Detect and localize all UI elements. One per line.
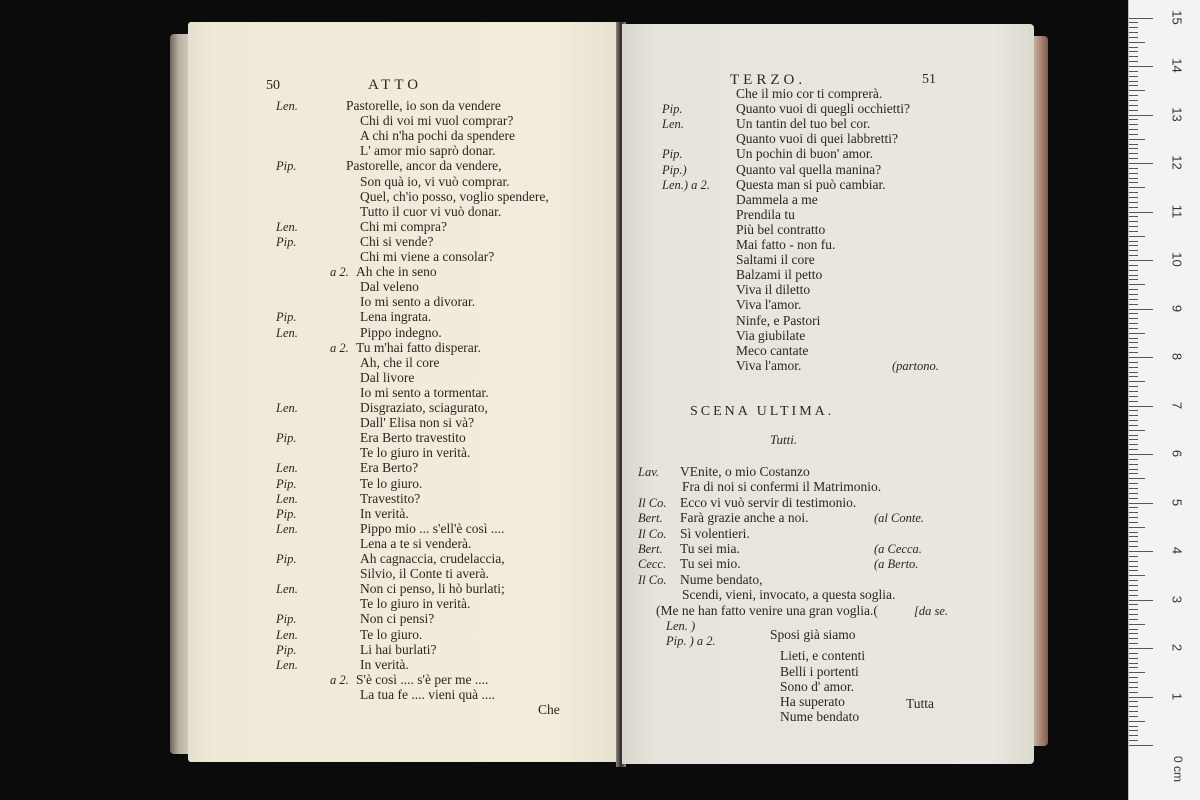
- ruler-tick: [1129, 551, 1153, 552]
- speaker-label: Pip.: [276, 612, 297, 627]
- ruler-tick: [1129, 81, 1138, 82]
- verse-line: Questa man si può cambiar.: [736, 176, 886, 192]
- ruler-tick: [1129, 178, 1138, 179]
- verse-line: Ha superato: [780, 694, 845, 709]
- ruler-tick: [1129, 556, 1138, 557]
- ruler-tick: [1129, 187, 1145, 188]
- ruler-tick: [1129, 449, 1138, 450]
- ruler-tick: [1129, 415, 1138, 416]
- speaker-label: a 2.: [330, 672, 349, 687]
- ruler-tick: [1129, 192, 1138, 193]
- ruler-tick: [1129, 202, 1138, 203]
- speaker-label: Pip.: [276, 234, 297, 249]
- ruler-tick: [1129, 585, 1138, 586]
- verse-line: In verità.: [360, 505, 409, 521]
- speaker-label: Pip.: [276, 431, 297, 446]
- ruler-tick: [1129, 376, 1138, 377]
- ruler-tick: [1129, 47, 1138, 48]
- ruler-tick: [1129, 633, 1138, 634]
- ruler-tick: [1129, 22, 1138, 23]
- verse-line: Quanto vuoi di quegli occhietti?: [736, 101, 910, 117]
- speaker-label: Len.: [276, 99, 298, 113]
- speaker-label: Pip.: [662, 147, 683, 162]
- right-page: [622, 24, 1034, 764]
- verse-line: Che il mio cor ti comprerà.: [736, 86, 883, 101]
- ruler-tick: [1129, 483, 1138, 484]
- speaker-label: Pip.): [662, 162, 687, 177]
- scene-subtitle: Tutti.: [770, 432, 798, 447]
- verse-line: Dal veleno: [360, 279, 419, 295]
- verse-line: Balzami il petto: [736, 267, 823, 283]
- verse-line: Ah, che il core: [360, 354, 440, 370]
- ruler-tick: [1129, 66, 1153, 67]
- speaker-label: Pip.: [276, 310, 297, 325]
- ruler-tick: [1129, 643, 1138, 644]
- verse-line: Quanto vuoi di quei labbretti?: [736, 131, 898, 147]
- speaker-label: Len.: [276, 657, 298, 672]
- verse-line: Chi di voi mi vuol comprar?: [360, 113, 514, 129]
- ruler-number: 2: [1169, 643, 1185, 652]
- ruler-number: 1: [1169, 692, 1185, 700]
- dialogue-line: VEnite, o mio Costanzo: [680, 464, 810, 479]
- ruler-tick: [1129, 507, 1138, 508]
- ruler-number: 3: [1169, 595, 1185, 603]
- ruler-tick: [1129, 614, 1138, 615]
- ruler-tick: [1129, 512, 1138, 513]
- ruler-tick: [1129, 536, 1138, 537]
- verse-line: Sposi già siamo: [770, 627, 856, 643]
- ruler-tick: [1129, 333, 1145, 334]
- ruler-tick: [1129, 532, 1138, 533]
- verse-line: Son quà io, vi vuò comprar.: [360, 173, 510, 189]
- ruler-tick: [1129, 517, 1138, 518]
- ruler-tick: [1129, 444, 1138, 445]
- verse-line: Era Berto?: [360, 460, 419, 476]
- speaker-label: Cecc.: [638, 557, 667, 572]
- ruler-tick: [1129, 148, 1138, 149]
- ruler-tick: [1129, 721, 1145, 722]
- verse-line: Pastorelle, ancor da vendere,: [346, 158, 502, 174]
- ruler-number: 5: [1169, 498, 1185, 506]
- speaker-label: Len.: [276, 491, 298, 506]
- ruler-tick: [1129, 304, 1138, 305]
- verse-line: Saltami il core: [736, 252, 815, 268]
- verse-line: Te lo giuro in verità.: [360, 445, 471, 461]
- ruler-tick: [1129, 541, 1138, 542]
- ruler-tick: [1129, 435, 1138, 436]
- ruler-tick: [1129, 207, 1138, 208]
- speaker-label: Pip.: [276, 476, 297, 491]
- ruler-tick: [1129, 570, 1138, 571]
- speaker-label: Bert.: [638, 511, 663, 526]
- ruler-tick: [1129, 735, 1138, 736]
- ruler-tick: [1129, 697, 1153, 698]
- ruler-tick: [1129, 619, 1138, 620]
- verse-line: La tua fe .... vieni quà ....: [360, 686, 495, 702]
- ruler-tick: [1129, 575, 1145, 576]
- ruler-tick: [1129, 464, 1138, 465]
- ruler-tick: [1129, 294, 1138, 295]
- ruler-tick: [1129, 313, 1138, 314]
- verse-line: Viva il diletto: [736, 282, 811, 298]
- ruler-tick: [1129, 37, 1138, 38]
- ruler-tick: [1129, 289, 1138, 290]
- right-page-header: TERZO.: [730, 72, 807, 88]
- verse-line: Ah che in seno: [356, 264, 437, 280]
- ruler-tick: [1129, 158, 1138, 159]
- ruler-number: 9: [1169, 304, 1185, 312]
- ruler-tick: [1129, 241, 1138, 242]
- verse-line: Travestito?: [360, 490, 421, 506]
- ruler-tick: [1129, 309, 1153, 310]
- ruler-tick: [1129, 85, 1138, 86]
- ruler-tick: [1129, 653, 1138, 654]
- ruler-tick: [1129, 372, 1138, 373]
- ruler-tick: [1129, 260, 1153, 261]
- ruler-tick: [1129, 439, 1138, 440]
- ruler-tick: [1129, 357, 1153, 358]
- verse-line: Non ci pensi?: [360, 611, 435, 627]
- speaker-label: Len.: [276, 461, 298, 476]
- ruler-tick: [1129, 95, 1138, 96]
- ruler-tick: [1129, 129, 1138, 130]
- verse-line: Quanto val quella manina?: [736, 161, 882, 177]
- ruler-unit-label: 0 cm: [1171, 755, 1186, 783]
- verse-line: Pastorelle, io son da vendere: [346, 98, 501, 113]
- ruler-tick: [1129, 76, 1138, 77]
- measuring-ruler: [1128, 0, 1200, 800]
- ruler-tick: [1129, 478, 1145, 479]
- ruler-tick: [1129, 740, 1138, 741]
- ruler-tick: [1129, 522, 1138, 523]
- left-page-number: 50: [266, 78, 280, 93]
- verse-line: Lena a te si venderà.: [360, 535, 472, 551]
- ruler-tick: [1129, 221, 1138, 222]
- speaker-label: Len. ): [666, 619, 696, 633]
- verse-line: Pippo indegno.: [360, 324, 442, 340]
- speaker-label: Len.: [276, 521, 298, 536]
- ruler-tick: [1129, 51, 1138, 52]
- ruler-tick: [1129, 342, 1138, 343]
- verse-line: Viva l'amor.: [736, 357, 802, 373]
- verse-line: Ninfe, e Pastori: [736, 312, 821, 328]
- ruler-tick: [1129, 124, 1138, 125]
- ruler-number: 10: [1169, 252, 1185, 267]
- ruler-tick: [1129, 381, 1145, 382]
- ruler-tick: [1129, 730, 1138, 731]
- verse-line: Belli i portenti: [780, 663, 859, 679]
- ruler-tick: [1129, 367, 1138, 368]
- ruler-tick: [1129, 245, 1138, 246]
- ruler-tick: [1129, 629, 1138, 630]
- ruler-tick: [1129, 527, 1145, 528]
- ruler-tick: [1129, 352, 1138, 353]
- verse-line: Nume bendato: [780, 709, 860, 725]
- ruler-tick: [1129, 488, 1138, 489]
- ruler-tick: [1129, 163, 1153, 164]
- verse-line: Un pochin di buon' amor.: [736, 146, 874, 162]
- ruler-tick: [1129, 18, 1153, 19]
- open-book: [170, 22, 1048, 780]
- ruler-tick: [1129, 362, 1138, 363]
- dialogue-line: Scendi, vieni, invocato, a questa soglia.: [682, 587, 896, 603]
- ruler-tick: [1129, 61, 1138, 62]
- stage-direction: (a Berto.: [874, 557, 919, 572]
- ruler-tick: [1129, 386, 1138, 387]
- speaker-label: a 2.: [330, 340, 349, 355]
- ruler-tick: [1129, 745, 1153, 746]
- ruler-tick: [1129, 284, 1145, 285]
- ruler-tick: [1129, 658, 1138, 659]
- verse-line: Un tantin del tuo bel cor.: [736, 116, 871, 132]
- speaker-label: Il Co.: [638, 495, 667, 510]
- right-page-number: 51: [922, 72, 936, 87]
- ruler-tick: [1129, 391, 1138, 392]
- ruler-tick: [1129, 706, 1138, 707]
- ruler-tick: [1129, 255, 1138, 256]
- scene-title: SCENA ULTIMA.: [690, 404, 835, 419]
- ruler-tick: [1129, 663, 1138, 664]
- speaker-label: Len.: [276, 627, 298, 642]
- ruler-tick: [1129, 299, 1138, 300]
- ruler-tick: [1129, 430, 1145, 431]
- verse-line: Te lo giuro.: [360, 626, 423, 642]
- ruler-tick: [1129, 216, 1138, 217]
- speaker-label: Len.: [276, 401, 298, 415]
- ruler-tick: [1129, 144, 1138, 145]
- verse-line: Chi mi viene a consolar?: [360, 249, 495, 264]
- ruler-tick: [1129, 687, 1138, 688]
- ruler-tick: [1129, 648, 1153, 649]
- verse-line: Dall' Elisa non si và?: [360, 415, 475, 431]
- verse-line: L' amor mio saprò donar.: [360, 143, 496, 159]
- ruler-tick: [1129, 454, 1153, 455]
- ruler-tick: [1129, 173, 1138, 174]
- speaker-label: Pip.: [276, 552, 297, 566]
- ruler-tick: [1129, 410, 1138, 411]
- ruler-tick: [1129, 236, 1145, 237]
- ruler-tick: [1129, 328, 1138, 329]
- ruler-tick: [1129, 600, 1153, 601]
- ruler-tick: [1129, 318, 1138, 319]
- ruler-tick: [1129, 677, 1138, 678]
- verse-line: Lieti, e contenti: [780, 648, 866, 664]
- ruler-number: 6: [1169, 449, 1185, 458]
- ruler-tick: [1129, 469, 1138, 470]
- dialogue-line: Farà grazie anche a noi.: [680, 510, 809, 526]
- ruler-tick: [1129, 182, 1138, 183]
- verse-line: Dammela a me: [736, 191, 818, 207]
- verse-line: Io mi sento a tormentar.: [360, 384, 489, 400]
- ruler-tick: [1129, 27, 1138, 28]
- verse-line: S'è così .... s'è per me ....: [356, 671, 489, 687]
- ruler-tick: [1129, 231, 1138, 232]
- verse-line: Più bel contratto: [736, 221, 826, 237]
- verse-line: A chi n'ha pochi da spendere: [360, 128, 516, 144]
- verse-line: In verità.: [360, 656, 409, 672]
- verse-line: Chi mi compra?: [360, 218, 447, 234]
- ruler-tick: [1129, 56, 1138, 57]
- speaker-label: Len.: [276, 582, 298, 597]
- speaker-label: Len.) a 2.: [662, 177, 710, 192]
- ruler-tick: [1129, 498, 1138, 499]
- ruler-number: 15: [1169, 9, 1185, 25]
- ruler-tick: [1129, 566, 1138, 567]
- left-page: [188, 22, 620, 762]
- ruler-tick: [1129, 580, 1138, 581]
- catchword: Che: [538, 702, 560, 717]
- verse-line: Te lo giuro in verità.: [360, 596, 471, 612]
- speaker-label: Pip.: [276, 159, 297, 174]
- ruler-tick: [1129, 100, 1138, 101]
- ruler-tick: [1129, 701, 1138, 702]
- ruler-tick: [1129, 250, 1138, 251]
- dialogue-line: Tu sei mio.: [680, 556, 741, 572]
- ruler-number: 4: [1169, 546, 1185, 555]
- speaker-label: Lav.: [638, 465, 659, 479]
- speaker-label: Len.: [662, 117, 684, 132]
- ruler-tick: [1129, 270, 1138, 271]
- ruler-tick: [1129, 168, 1138, 169]
- ruler-tick: [1129, 503, 1153, 504]
- speaker-label: Len.: [276, 219, 298, 234]
- ruler-tick: [1129, 139, 1145, 140]
- verse-line: Era Berto travestito: [360, 430, 466, 446]
- verse-line: Via giubilate: [736, 327, 806, 343]
- ruler-tick: [1129, 265, 1138, 266]
- speaker-label: Pip.: [276, 642, 297, 657]
- speaker-label: Il Co.: [638, 572, 667, 587]
- stage-direction: (al Conte.: [874, 511, 924, 526]
- ruler-tick: [1129, 71, 1138, 72]
- dialogue-line: Sì volentieri.: [680, 525, 750, 541]
- ruler-tick: [1129, 624, 1145, 625]
- ruler-tick: [1129, 638, 1138, 639]
- ruler-tick: [1129, 667, 1138, 668]
- ruler-tick: [1129, 459, 1138, 460]
- ruler-tick: [1129, 90, 1145, 91]
- left-page-header: ATTO: [368, 77, 423, 93]
- verse-line: Chi si vende?: [360, 233, 434, 249]
- ruler-tick: [1129, 42, 1145, 43]
- verse-line: Te lo giuro.: [360, 475, 423, 491]
- ruler-tick: [1129, 396, 1138, 397]
- ruler-tick: [1129, 672, 1145, 673]
- ruler-tick: [1129, 692, 1138, 693]
- ruler-tick: [1129, 420, 1138, 421]
- catchword: Tutta: [906, 696, 935, 711]
- ruler-tick: [1129, 716, 1138, 717]
- speaker-label: Pip.: [276, 506, 297, 521]
- stage-direction: [da se.: [914, 603, 949, 618]
- ruler-tick: [1129, 604, 1138, 605]
- verse-line: Io mi sento a divorar.: [360, 294, 476, 310]
- ruler-tick: [1129, 105, 1138, 106]
- verse-line: Tu m'hai fatto disperar.: [356, 339, 481, 355]
- verse-line: Pippo mio ... s'ell'è così ....: [360, 520, 505, 536]
- ruler-tick: [1129, 406, 1153, 407]
- speaker-label: Len.: [276, 325, 298, 340]
- ruler-tick: [1129, 473, 1138, 474]
- speaker-label: a 2.: [330, 265, 349, 280]
- dialogue-line: (Me ne han fatto venire una gran voglia.(: [656, 602, 878, 618]
- ruler-tick: [1129, 347, 1138, 348]
- ruler-tick: [1129, 226, 1138, 227]
- ruler-tick: [1129, 561, 1138, 562]
- ruler-tick: [1129, 115, 1153, 116]
- verse-line: Mai fatto - non fu.: [736, 237, 836, 252]
- ruler-number: 11: [1169, 204, 1185, 218]
- ruler-number: 13: [1169, 106, 1185, 122]
- verse-line: Sono d' amor.: [780, 678, 855, 694]
- ruler-tick: [1129, 275, 1138, 276]
- ruler-tick: [1129, 110, 1138, 111]
- ruler-tick: [1129, 609, 1138, 610]
- ruler-tick: [1129, 590, 1138, 591]
- ruler-tick: [1129, 546, 1138, 547]
- stage-direction: (partono.: [892, 358, 939, 373]
- ruler-tick: [1129, 595, 1138, 596]
- speaker-label: Il Co.: [638, 526, 667, 541]
- verse-line: Non ci penso, li hò burlati;: [360, 581, 505, 597]
- ruler-tick: [1129, 119, 1138, 120]
- verse-line: Disgraziato, sciagurato,: [360, 400, 488, 415]
- ruler-tick: [1129, 197, 1138, 198]
- dialogue-line: Ecco vi vuò servir di testimonio.: [680, 494, 857, 510]
- speaker-label: Pip.: [662, 102, 683, 117]
- ruler-number: 8: [1169, 352, 1185, 361]
- speaker-label: Bert.: [638, 542, 663, 556]
- ruler-number: 12: [1169, 155, 1185, 170]
- ruler-number: 7: [1169, 401, 1185, 409]
- verse-line: Ah cagnaccia, crudelaccia,: [360, 551, 505, 566]
- ruler-tick: [1129, 134, 1138, 135]
- speaker-label: Pip. ) a 2.: [666, 634, 716, 649]
- ruler-tick: [1129, 212, 1153, 213]
- verse-line: Li hai burlati?: [360, 641, 437, 657]
- ruler-tick: [1129, 279, 1138, 280]
- ruler-tick: [1129, 425, 1138, 426]
- ruler-tick: [1129, 32, 1138, 33]
- ruler-tick: [1129, 682, 1138, 683]
- ruler-tick: [1129, 153, 1138, 154]
- ruler-tick: [1129, 493, 1138, 494]
- stage-direction: (a Cecca.: [874, 542, 922, 556]
- verse-line: Lena ingrata.: [360, 309, 432, 325]
- verse-line: Silvio, il Conte ti averà.: [360, 566, 489, 582]
- dialogue-line: Tu sei mia.: [680, 541, 740, 556]
- verse-line: Prendila tu: [736, 206, 795, 222]
- ruler-tick: [1129, 323, 1138, 324]
- verse-line: Tutto il cuor vi vuò donar.: [360, 203, 502, 219]
- ruler-number: 14: [1169, 58, 1185, 73]
- verse-line: Quel, ch'io posso, voglio spendere,: [360, 188, 549, 204]
- verse-line: Dal livore: [360, 369, 415, 385]
- ruler-tick: [1129, 401, 1138, 402]
- ruler-tick: [1129, 338, 1138, 339]
- dialogue-line: Nume bendato,: [680, 571, 763, 587]
- verse-line: Viva l'amor.: [736, 297, 802, 313]
- ruler-tick: [1129, 726, 1138, 727]
- dialogue-line: Fra di noi si confermi il Matrimonio.: [682, 479, 882, 495]
- ruler-tick: [1129, 711, 1138, 712]
- verse-line: Meco cantate: [736, 342, 809, 358]
